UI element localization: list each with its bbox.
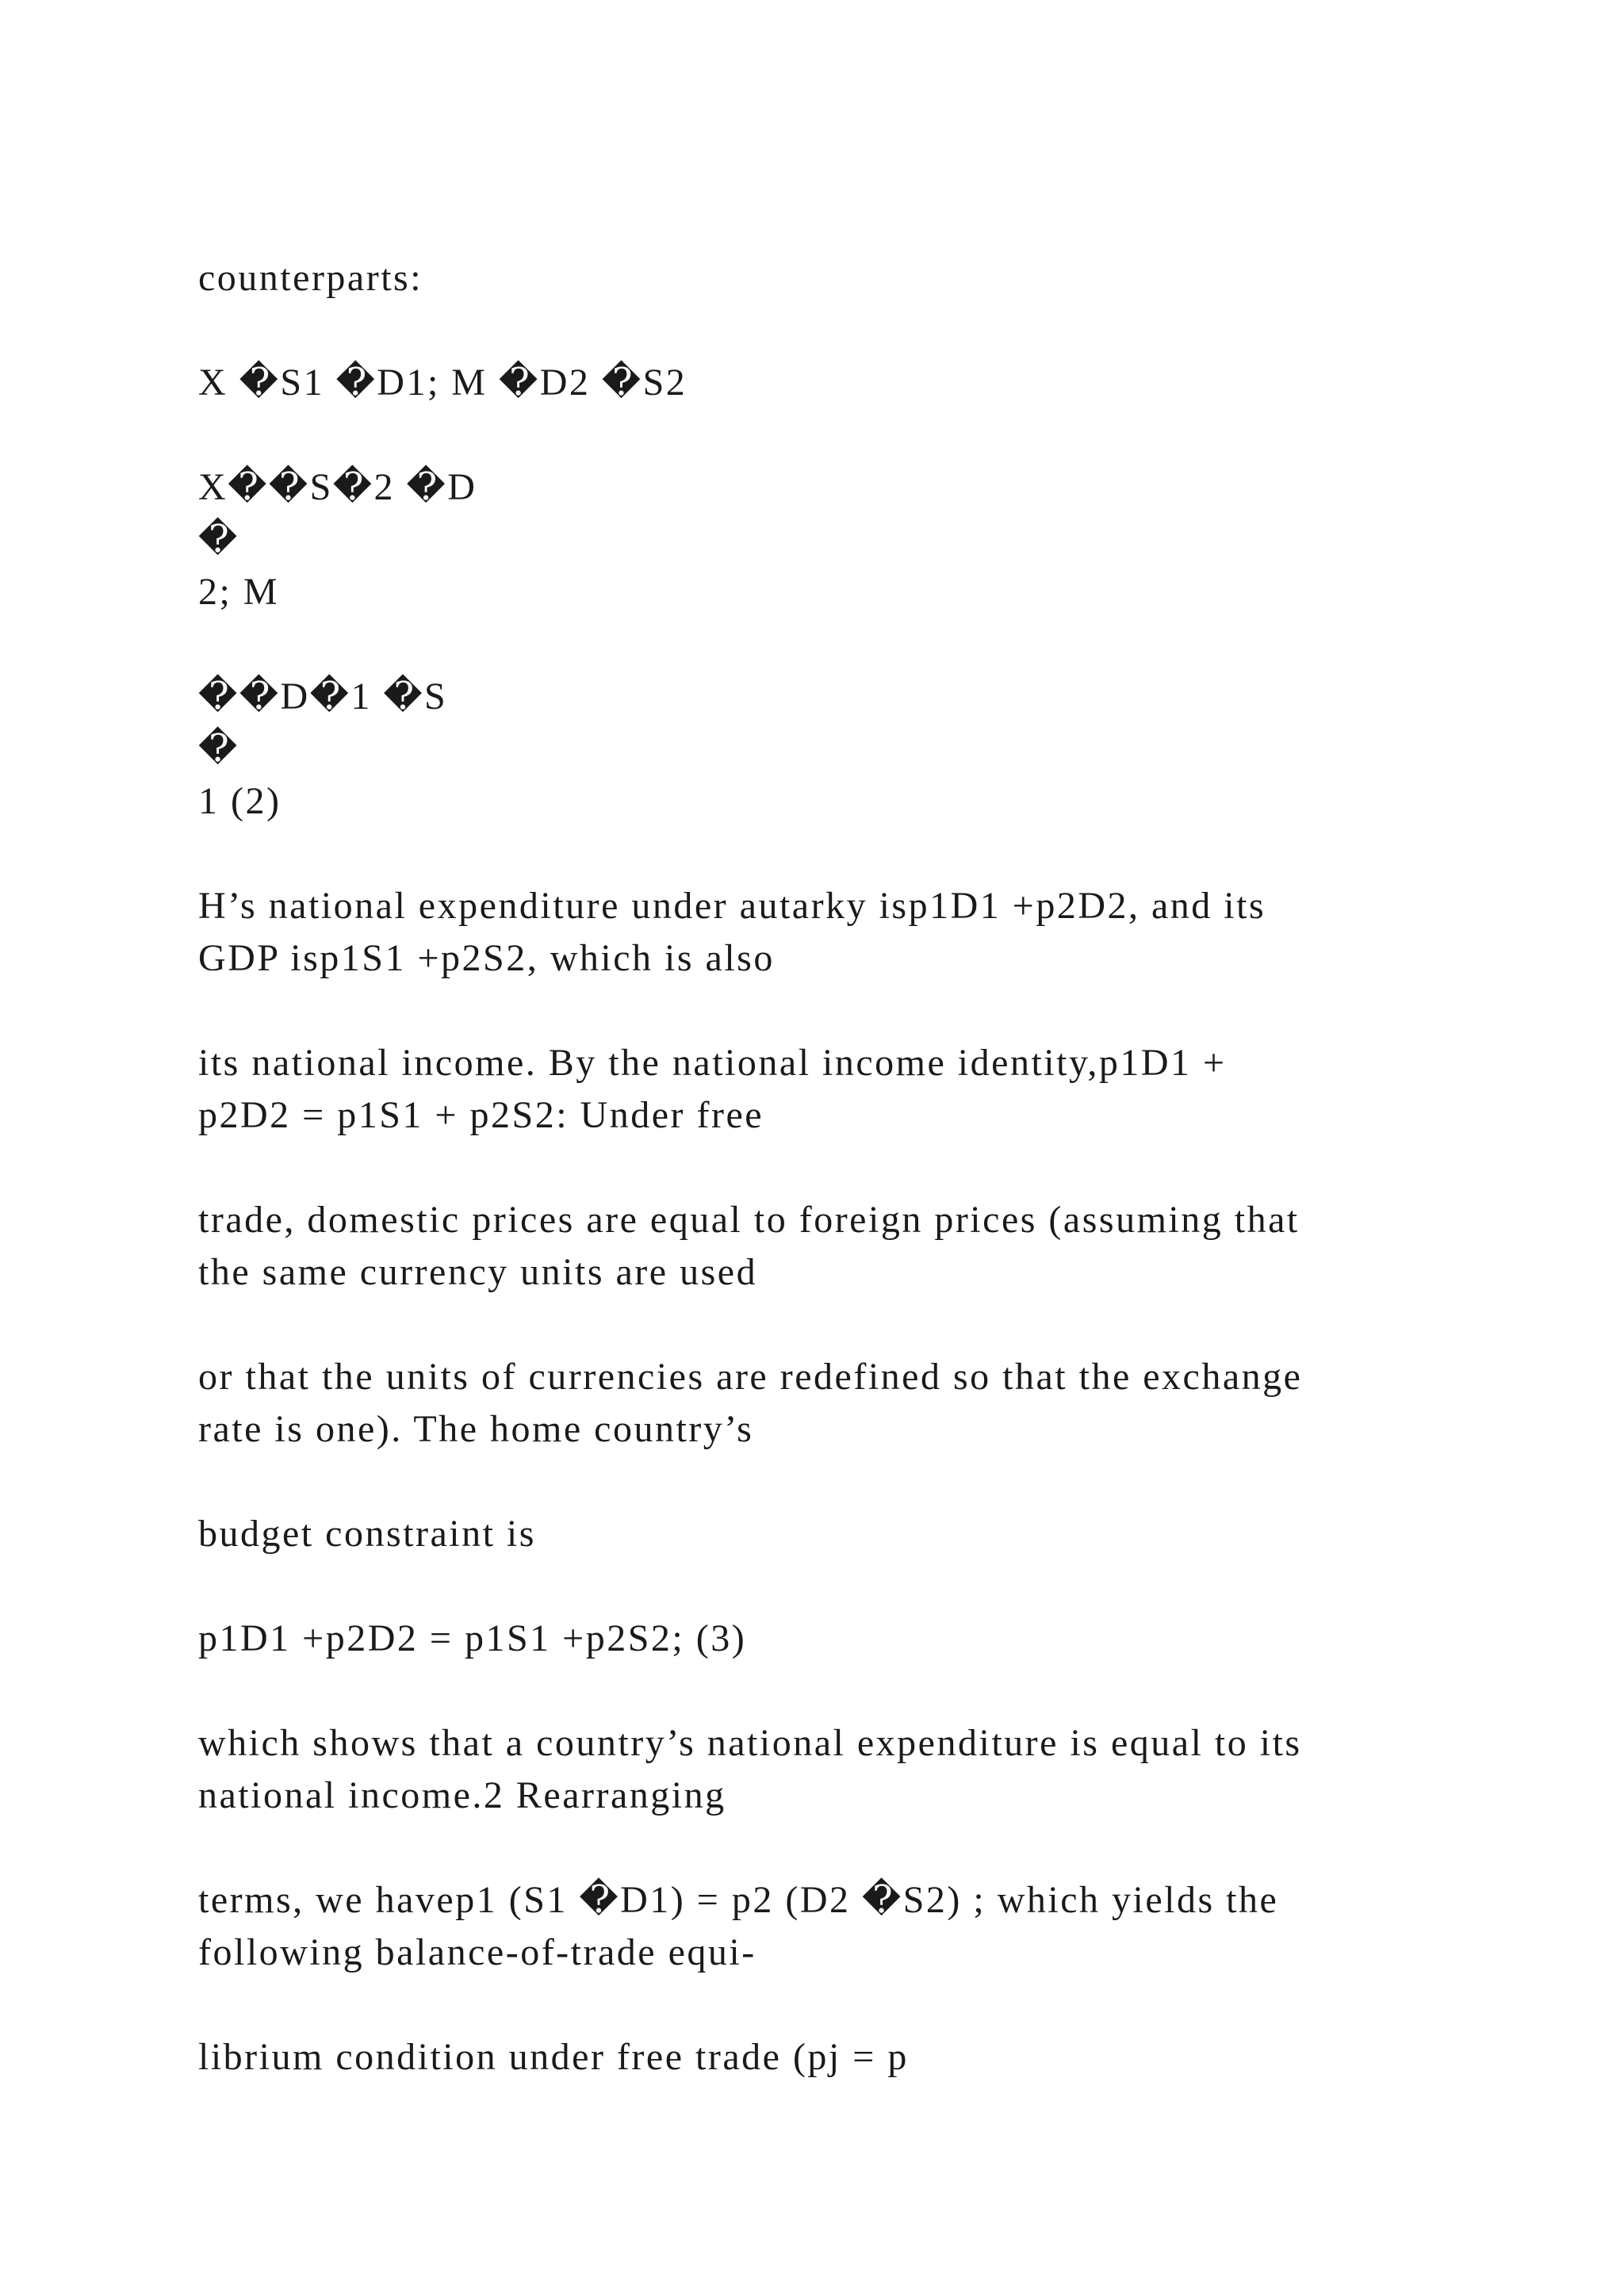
- text-line: p1D1 +p2D2 = p1S1 +p2S2; (3): [198, 1617, 747, 1659]
- text-line: the same currency units are used: [198, 1251, 758, 1293]
- text-line: 2; M: [198, 571, 280, 613]
- paragraph: [198, 252, 1435, 304]
- text-line: its national income. By the national income identity,p1D1 +: [198, 1042, 1227, 1084]
- equation-line: [198, 357, 1435, 409]
- paragraph: [198, 1194, 1435, 1299]
- text-line: which shows that a country’s national expenditure is equal to its: [198, 1722, 1302, 1764]
- equation-line: [198, 1613, 1435, 1665]
- paragraph: [198, 1717, 1435, 1822]
- equation-block: [198, 671, 1435, 828]
- text-line: H’s national expenditure under autarky isp1D1 +p2D2, and its: [198, 885, 1266, 927]
- paragraph: [198, 1351, 1435, 1456]
- text-line: counterparts:: [198, 257, 423, 299]
- text-line: or that the units of currencies are redefined so that the exchange: [198, 1356, 1303, 1398]
- paragraph: [198, 2031, 1435, 2084]
- equation-block: [198, 461, 1435, 618]
- text-line: GDP isp1S1 +p2S2, which is also: [198, 937, 775, 979]
- text-line: national income.2 Rearranging: [198, 1774, 726, 1816]
- text-line: X �S1 �D1; M �D2 �S2: [198, 362, 688, 404]
- text-line: p2D2 = p1S1 + p2S2: Under free: [198, 1094, 764, 1136]
- text-line: librium condition under free trade (pj = p: [198, 2036, 909, 2078]
- text-line: X��S�2 �D: [198, 466, 477, 508]
- text-line: trade, domestic prices are equal to foreign prices (assuming that: [198, 1199, 1300, 1241]
- paragraph: [198, 1037, 1435, 1142]
- text-line: rate is one). The home country’s: [198, 1408, 754, 1450]
- text-line: budget constraint is: [198, 1513, 536, 1555]
- text-line: ��D�1 �S: [198, 675, 448, 718]
- document-page: [198, 252, 1435, 2136]
- paragraph: [198, 1874, 1435, 1979]
- text-line: following balance-of-trade equi-: [198, 1931, 756, 1973]
- text-line: �: [198, 728, 239, 770]
- text-line: 1 (2): [198, 780, 282, 822]
- paragraph: [198, 1508, 1435, 1560]
- text-line: terms, we havep1 (S1 �D1) = p2 (D2 �S2) ; which yields the: [198, 1879, 1279, 1921]
- text-line: �: [198, 519, 239, 561]
- paragraph: [198, 880, 1435, 985]
